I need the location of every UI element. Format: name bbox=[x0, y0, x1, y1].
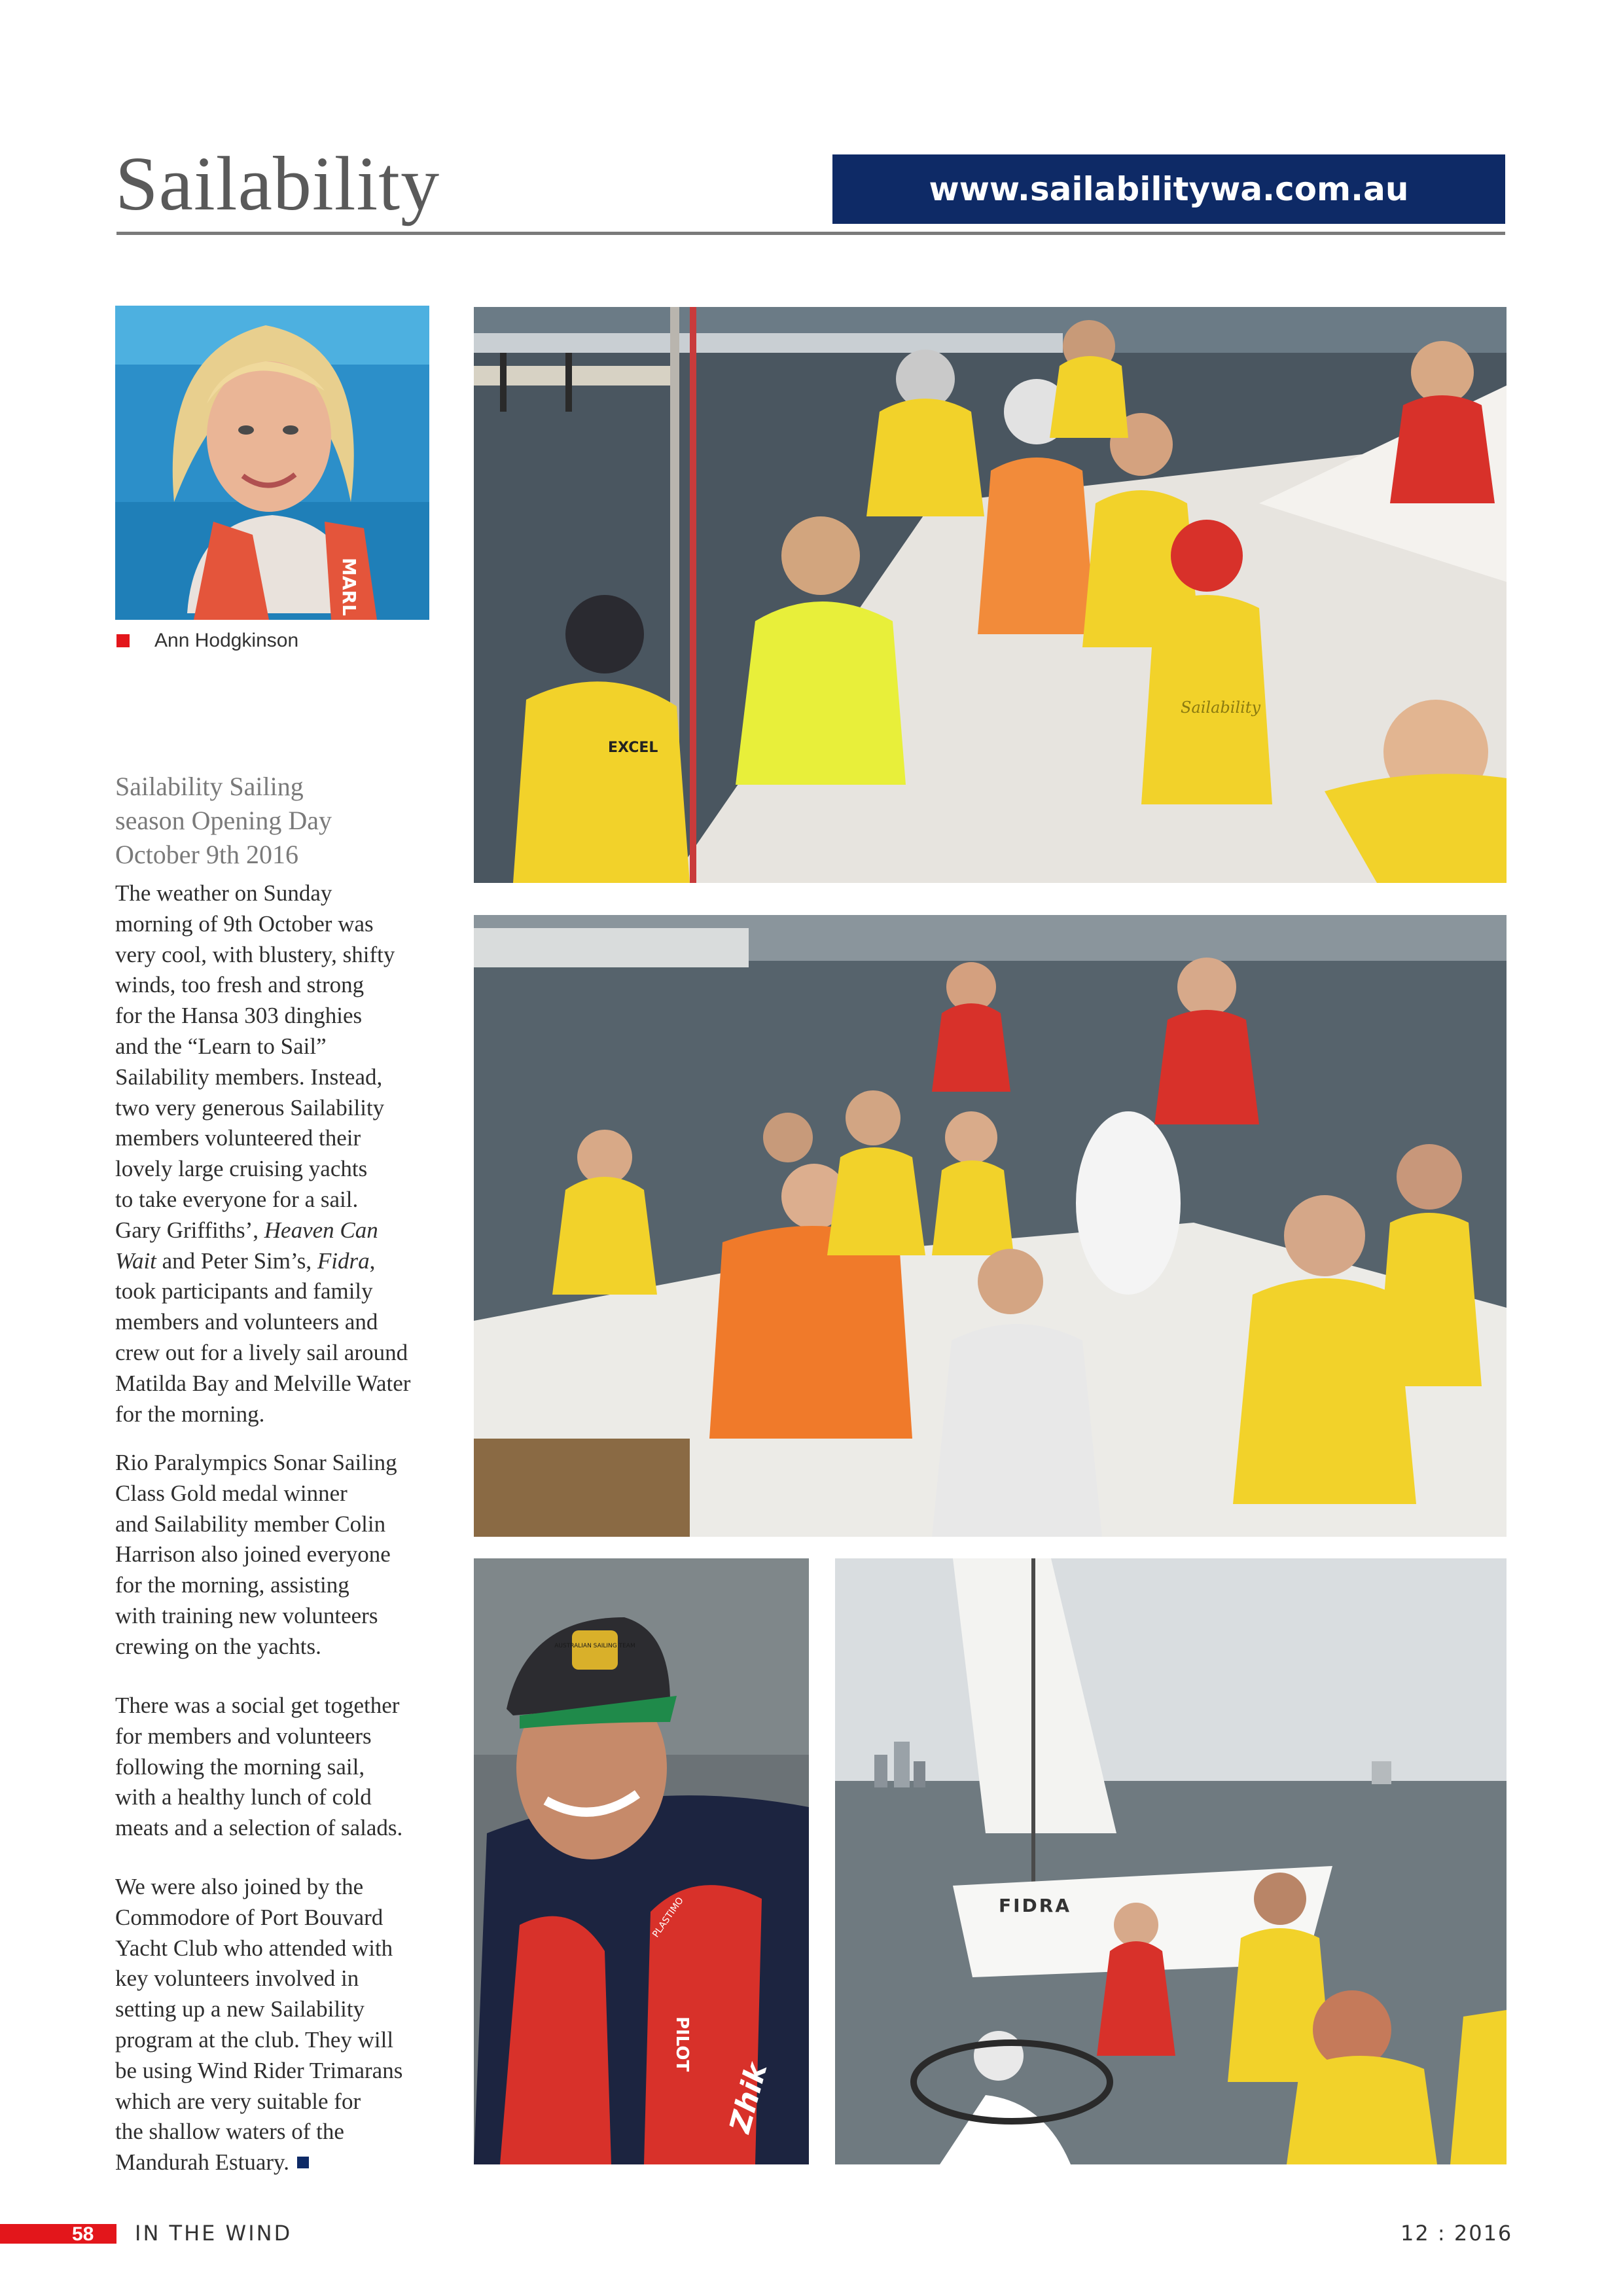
text-line: for the morning, assisting bbox=[115, 1572, 349, 1598]
website-banner[interactable] bbox=[832, 154, 1505, 224]
text-line: members volunteered their bbox=[115, 1125, 361, 1151]
article-paragraph-1 bbox=[115, 878, 442, 1429]
text-line: Rio Paralympics Sonar Sailing bbox=[115, 1450, 397, 1475]
article-heading bbox=[115, 770, 442, 872]
magazine-name: IN THE WIND bbox=[135, 2221, 293, 2246]
text-line: Sailability members. Instead, bbox=[115, 1064, 383, 1090]
text-line bbox=[115, 2147, 442, 2178]
yacht-name: Wait bbox=[115, 1247, 156, 1274]
text-run: Gary Griffiths’, bbox=[115, 1217, 264, 1243]
text-line: Harrison also joined everyone bbox=[115, 1541, 391, 1568]
boat-name: FIDRA bbox=[999, 1895, 1072, 1916]
photo-group-on-yacht bbox=[474, 915, 1507, 1537]
text-line: Yacht Club who attended with bbox=[115, 1935, 393, 1961]
text-line: with a healthy lunch of cold bbox=[115, 1784, 372, 1810]
text-run: and Peter Sim’s, bbox=[156, 1247, 317, 1274]
text-line: lovely large cruising yachts bbox=[115, 1156, 368, 1182]
end-of-article-marker bbox=[297, 2157, 309, 2168]
text-line: following the morning sail, bbox=[115, 1753, 365, 1780]
text-line: Class Gold medal winner bbox=[115, 1480, 348, 1506]
text-line: crew out for a lively sail around bbox=[115, 1339, 408, 1365]
text-line: program at the club. They will bbox=[115, 2026, 394, 2053]
article-paragraph-2 bbox=[115, 1448, 442, 1662]
issue-date: 12 : 2016 bbox=[1400, 2221, 1513, 2246]
yacht-name: Heaven Can bbox=[264, 1217, 378, 1243]
article-paragraph-3 bbox=[115, 1691, 442, 1844]
text-line: Commodore of Port Bouvard bbox=[115, 1904, 383, 1930]
header-rule bbox=[116, 232, 1505, 235]
vest-text-sailability: Sailability bbox=[1181, 698, 1261, 717]
section-title: Sailability bbox=[115, 141, 440, 226]
text-line: two very generous Sailability bbox=[115, 1094, 385, 1121]
caption-marker bbox=[116, 634, 130, 647]
website-url[interactable]: www.sailabilitywa.com.au bbox=[929, 170, 1409, 208]
text-line: to take everyone for a sail. bbox=[115, 1186, 359, 1212]
footer-page-tab bbox=[0, 2224, 116, 2244]
text-line: took participants and family bbox=[115, 1278, 373, 1304]
yacht-name: Fidra bbox=[317, 1247, 370, 1274]
text-line: The weather on Sunday bbox=[115, 880, 332, 906]
text-line bbox=[115, 1215, 442, 1246]
lifejacket-brand: PLASTIMO bbox=[651, 1895, 686, 1940]
text-line: setting up a new Sailability bbox=[115, 1996, 365, 2022]
text-line bbox=[115, 1246, 442, 1277]
photo-yacht-fidra bbox=[835, 1558, 1507, 2164]
page-number: 58 bbox=[72, 2223, 94, 2245]
heading-line: Sailability Sailing bbox=[115, 772, 304, 801]
jacket-brand: Zhik bbox=[723, 2059, 774, 2136]
text-line: be using Wind Rider Trimarans bbox=[115, 2057, 403, 2083]
text-line: with training new volunteers bbox=[115, 1602, 378, 1628]
vest-text-excel: EXCEL bbox=[608, 740, 658, 756]
photo-sailor-portrait bbox=[474, 1558, 809, 2164]
portrait-photo bbox=[115, 306, 429, 620]
text-line: and the “Learn to Sail” bbox=[115, 1033, 327, 1059]
text-line: There was a social get together bbox=[115, 1693, 400, 1718]
text-line: the shallow waters of the bbox=[115, 2119, 344, 2145]
text-line: Matilda Bay and Melville Water bbox=[115, 1370, 411, 1396]
text-line: winds, too fresh and strong bbox=[115, 972, 365, 998]
portrait-caption: Ann Hodgkinson bbox=[154, 630, 299, 651]
text-line: members and volunteers and bbox=[115, 1309, 378, 1335]
cap-text: AUSTRALIAN SAILING TEAM bbox=[554, 1643, 635, 1649]
text-line: very cool, with blustery, shifty bbox=[115, 941, 395, 967]
text-line: meats and a selection of salads. bbox=[115, 1815, 403, 1841]
article-paragraph-4 bbox=[115, 1872, 442, 2178]
heading-line: October 9th 2016 bbox=[115, 840, 298, 869]
text-line: morning of 9th October was bbox=[115, 910, 374, 937]
text-line: for the Hansa 303 dinghies bbox=[115, 1003, 363, 1029]
vest-lettering: MARL bbox=[338, 558, 360, 616]
text-run: , bbox=[369, 1247, 376, 1274]
text-line: We were also joined by the bbox=[115, 1874, 364, 1899]
text-run: Mandurah Estuary. bbox=[115, 2149, 289, 2176]
text-line: key volunteers involved in bbox=[115, 1965, 359, 1992]
text-line: for the morning. bbox=[115, 1401, 265, 1427]
text-line: for members and volunteers bbox=[115, 1723, 372, 1749]
text-line: crewing on the yachts. bbox=[115, 1633, 321, 1659]
text-line: and Sailability member Colin bbox=[115, 1511, 386, 1537]
photo-crew-cockpit bbox=[474, 307, 1507, 883]
text-line: which are very suitable for bbox=[115, 2088, 361, 2114]
lifejacket-text: PILOT bbox=[672, 2017, 692, 2072]
heading-line: season Opening Day bbox=[115, 806, 332, 835]
